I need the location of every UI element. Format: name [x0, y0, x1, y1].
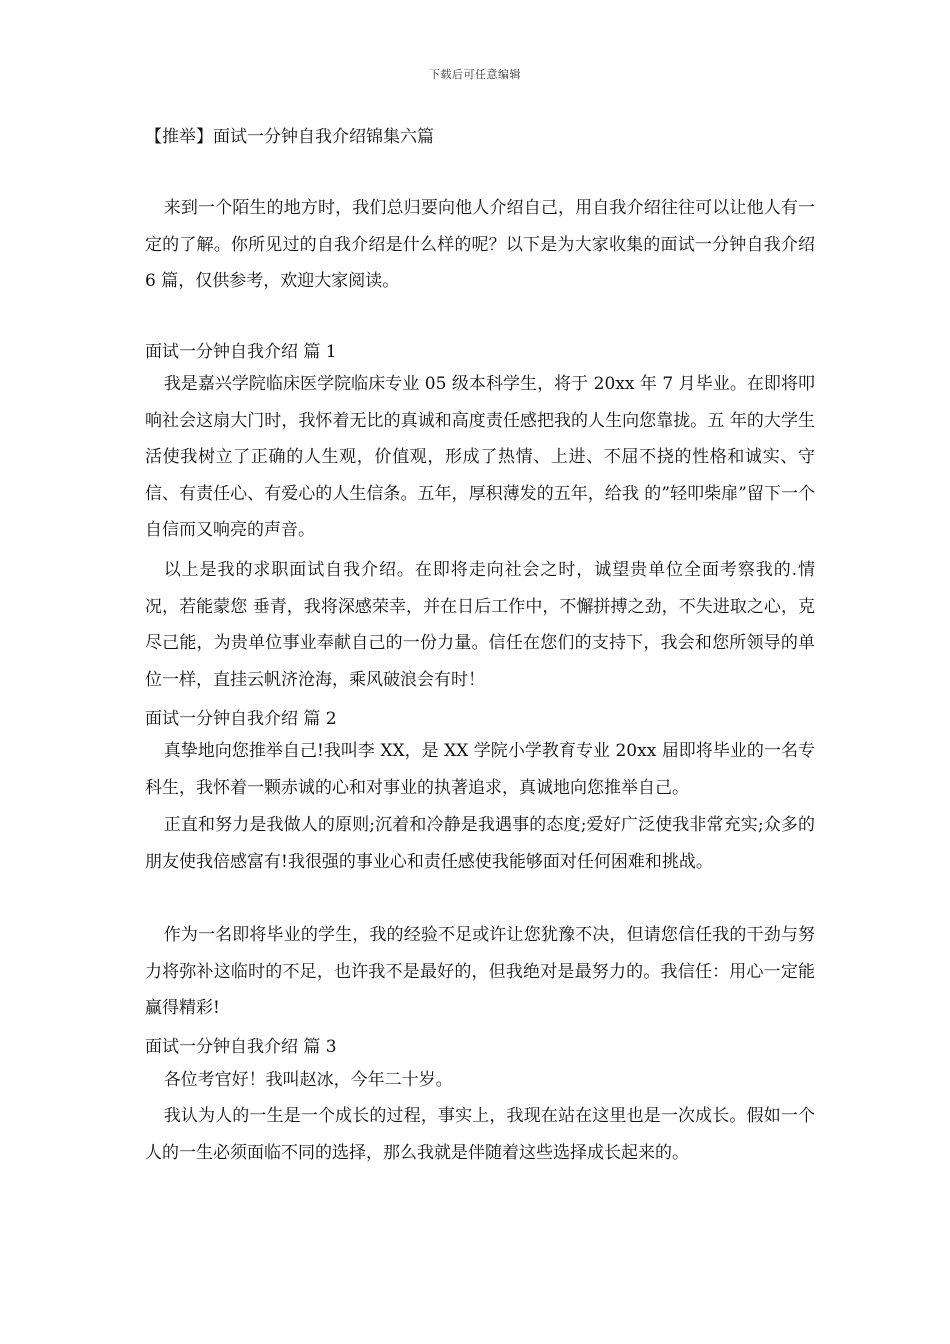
section-2-paragraph-2: 正直和努力是我做人的原则;沉着和冷静是我遇事的态度;爱好广泛使我非常充实;众多的朋友使我倍感富有!我很强的事业心和责任感使我能够面对任何困难和挑战。 — [145, 815, 815, 872]
section-heading-1: 面试一分钟自我介绍 篇 1 — [145, 342, 337, 362]
document-title: 【推举】面试一分钟自我介绍锦集六篇 — [145, 127, 434, 147]
section-heading-3: 面试一分钟自我介绍 篇 3 — [145, 1037, 337, 1057]
section-1-paragraph-2: 以上是我的求职面试自我介绍。在即将走向社会之时，诚望贵单位全面考察我的.情况，若能蒙您 垂青，我将深感荣幸，并在日后工作中，不懈拼搏之劲，不失进取之心，克尽己能，为贵单位事业奉献自己的一份力量。信任在您们的支持下，我会和您所领导的单 位一样，直挂云帆济沧海，乘风破浪会有时！ — [145, 560, 815, 690]
section-3-paragraph-1: 各位考官好！我叫赵冰，今年二十岁。 — [163, 1070, 453, 1090]
section-heading-2: 面试一分钟自我介绍 篇 2 — [145, 709, 337, 729]
section-2-paragraph-3: 作为一名即将毕业的学生，我的经验不足或许让您犹豫不决，但请您信任我的干劲与努力将弥补这临时的不足，也许我不是最好的，但我绝对是最努力的。我信任：用心一定能赢得精彩! — [145, 925, 815, 1018]
section-3-paragraph-2: 我认为人的一生是一个成长的过程，事实上，我现在站在这里也是一次成长。假如一个人的一生必须面临不同的选择，那么我就是伴随着这些选择成长起来的。 — [145, 1106, 815, 1163]
section-2-paragraph-1: 真挚地向您推举自己!我叫李 XX，是 XX 学院小学教育专业 20xx 届即将毕业的一名专科生，我怀着一颗赤诚的心和对事业的执著追求，真诚地向您推举自己。 — [145, 741, 815, 798]
page-header: 下载后可任意编辑 — [429, 68, 521, 81]
section-1-paragraph-1: 我是嘉兴学院临床医学院临床专业 05 级本科学生，将于 20xx 年 7 月毕业。在即将叩响社会这扇大门时，我怀着无比的真诚和高度责任感把我的人生向您靠拢。五 年的大学生活使我树立了正确的人生观，价值观，形成了热情、上进、不屈不挠的性格和诚实、守信、有责任心、有爱心的人生信条。五年，厚积薄发的五年，给我 的”轻叩柴扉”留下一个自信而又响亮的声音。 — [145, 374, 815, 540]
intro-paragraph: 来到一个陌生的地方时，我们总归要向他人介绍自己，用自我介绍往往可以让他人有一定的了解。你所见过的自我介绍是什么样的呢？以下是为大家收集的面试一分钟自我介绍 6 篇，仅供参考，欢迎大家阅读。 — [145, 198, 815, 291]
